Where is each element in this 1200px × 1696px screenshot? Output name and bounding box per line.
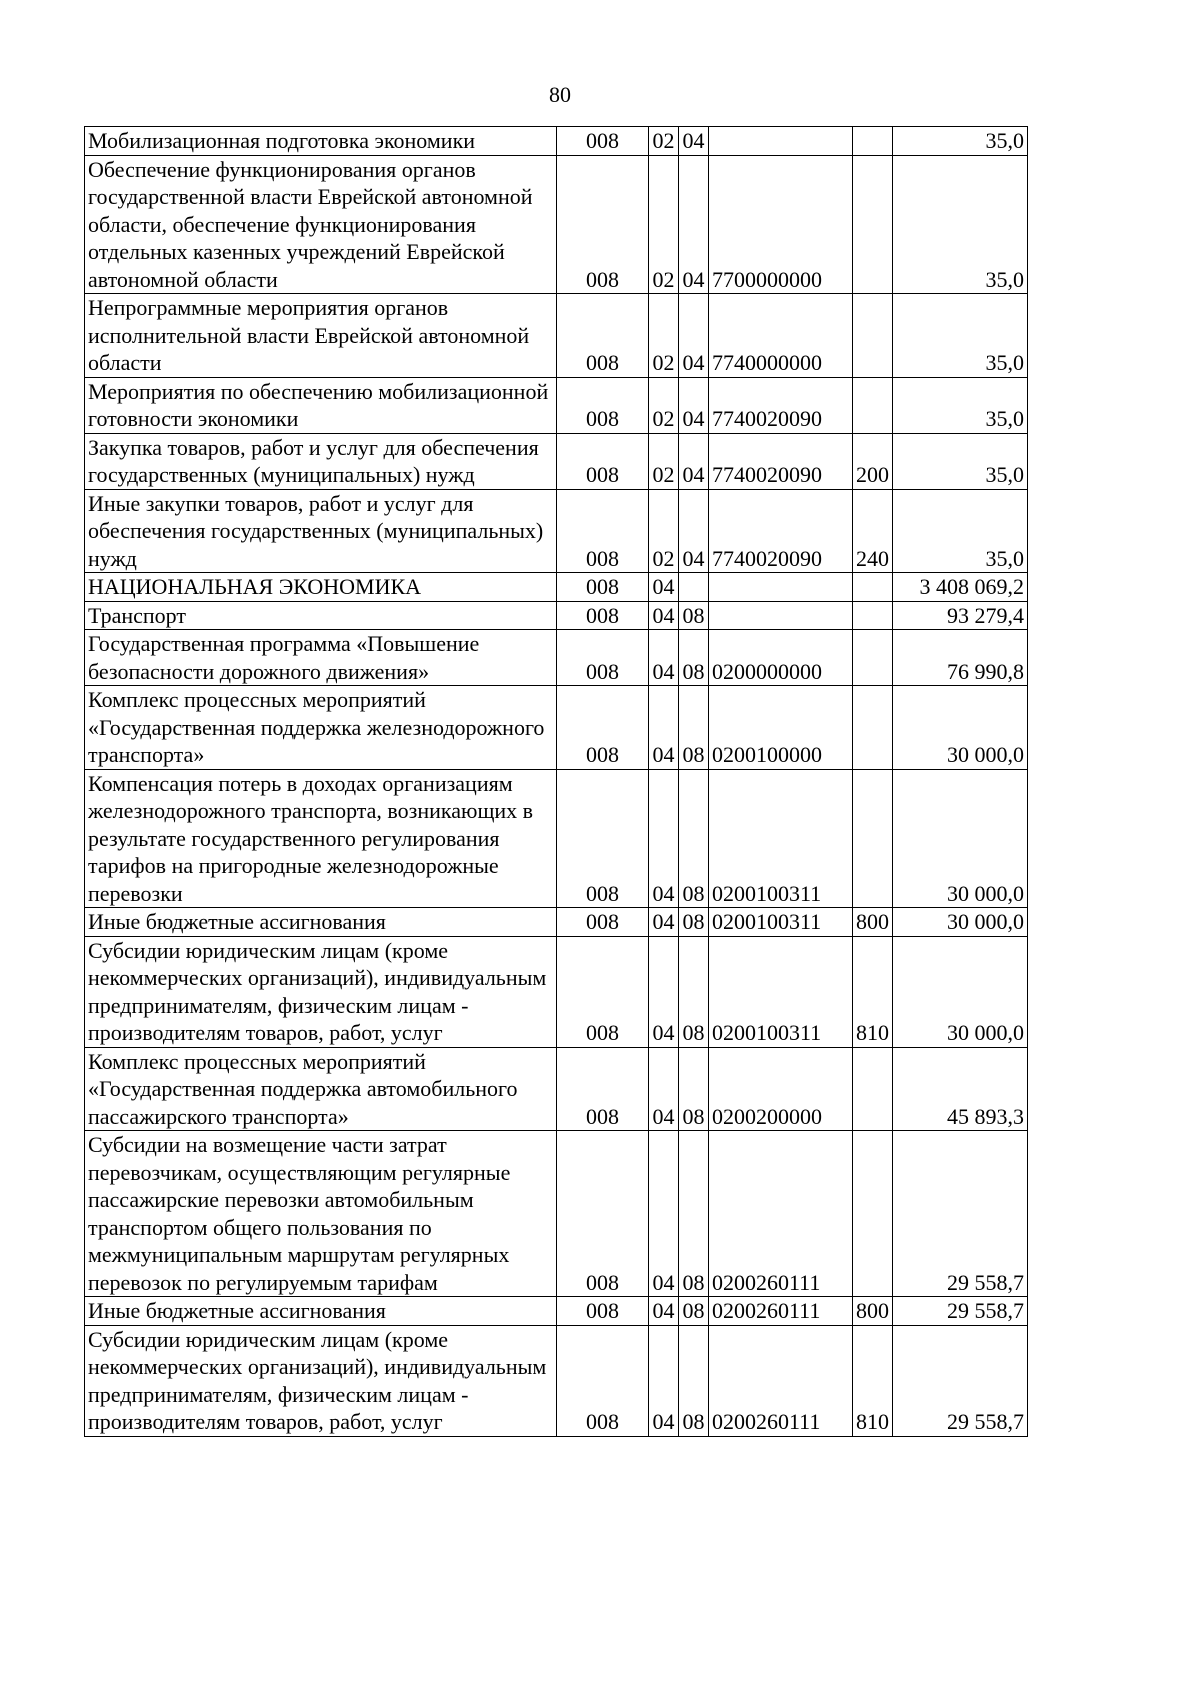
row-department-code: 008 (557, 630, 649, 686)
row-department-code: 008 (557, 686, 649, 770)
row-department-code: 008 (557, 769, 649, 908)
row-section-code: 02 (649, 489, 679, 573)
row-name: Непрограммные мероприятия органов исполнительной власти Еврейской автономной области (85, 294, 557, 378)
row-subsection-code: 08 (679, 601, 709, 630)
table-row (85, 908, 1028, 937)
row-section-code: 04 (649, 908, 679, 937)
row-name: Иные бюджетные ассигнования (85, 1297, 557, 1326)
row-name: Комплекс процессных мероприятий «Государственная поддержка железнодорожного транспорта» (85, 686, 557, 770)
row-department-code: 008 (557, 1047, 649, 1131)
row-target-article: 7740020090 (709, 489, 853, 573)
row-expense-type (853, 769, 893, 908)
row-department-code: 008 (557, 1297, 649, 1326)
row-department-code: 008 (557, 377, 649, 433)
row-section-code: 04 (649, 1297, 679, 1326)
row-target-article: 0200100311 (709, 769, 853, 908)
row-amount: 35,0 (893, 294, 1028, 378)
row-name: Субсидии юридическим лицам (кроме некоммерческих организаций), индивидуальным предпринимателям, физическим лицам - производителям товаров, работ, услуг (85, 936, 557, 1047)
row-department-code: 008 (557, 936, 649, 1047)
row-name: Мероприятия по обеспечению мобилизационной готовности экономики (85, 377, 557, 433)
row-expense-type: 800 (853, 1297, 893, 1326)
table-row (85, 1047, 1028, 1131)
row-section-code: 04 (649, 1131, 679, 1297)
row-department-code: 008 (557, 127, 649, 156)
row-expense-type (853, 155, 893, 294)
table-row (85, 1325, 1028, 1436)
row-name: Субсидии на возмещение части затрат перевозчикам, осуществляющим регулярные пассажирские перевозки автомобильным транспортом общего пользования по межмуниципальным маршрутам регулярных перевозок по регулируемым тарифам (85, 1131, 557, 1297)
row-target-article: 0200000000 (709, 630, 853, 686)
row-amount: 30 000,0 (893, 769, 1028, 908)
row-department-code: 008 (557, 489, 649, 573)
row-name: Обеспечение функционирования органов государственной власти Еврейской автономной области, обеспечение функционирования отдельных казенных учреждений Еврейской автономной области (85, 155, 557, 294)
row-expense-type: 810 (853, 936, 893, 1047)
row-name: НАЦИОНАЛЬНАЯ ЭКОНОМИКА (85, 573, 557, 602)
row-section-code: 04 (649, 769, 679, 908)
row-section-code: 02 (649, 294, 679, 378)
row-expense-type (853, 573, 893, 602)
row-expense-type: 200 (853, 433, 893, 489)
row-target-article: 7740020090 (709, 433, 853, 489)
budget-table (84, 126, 1028, 1437)
row-amount: 45 893,3 (893, 1047, 1028, 1131)
table-row (85, 127, 1028, 156)
row-expense-type (853, 630, 893, 686)
row-section-code: 02 (649, 127, 679, 156)
row-target-article: 0200260111 (709, 1131, 853, 1297)
row-department-code: 008 (557, 1131, 649, 1297)
row-department-code: 008 (557, 433, 649, 489)
table-row (85, 1131, 1028, 1297)
row-subsection-code (679, 573, 709, 602)
row-target-article: 7700000000 (709, 155, 853, 294)
row-name: Субсидии юридическим лицам (кроме некоммерческих организаций), индивидуальным предпринимателям, физическим лицам - производителям товаров, работ, услуг (85, 1325, 557, 1436)
row-amount: 29 558,7 (893, 1297, 1028, 1326)
row-section-code: 02 (649, 377, 679, 433)
row-amount: 35,0 (893, 433, 1028, 489)
row-expense-type (853, 1047, 893, 1131)
row-name: Государственная программа «Повышение безопасности дорожного движения» (85, 630, 557, 686)
row-subsection-code: 08 (679, 769, 709, 908)
table-row (85, 433, 1028, 489)
row-department-code: 008 (557, 294, 649, 378)
row-amount: 30 000,0 (893, 686, 1028, 770)
page-number: 80 (549, 82, 571, 107)
row-name: Иные бюджетные ассигнования (85, 908, 557, 937)
row-expense-type: 810 (853, 1325, 893, 1436)
row-amount: 29 558,7 (893, 1131, 1028, 1297)
row-expense-type: 240 (853, 489, 893, 573)
row-name: Компенсация потерь в доходах организациям железнодорожного транспорта, возникающих в результате государственного регулирования тарифов на пригородные железнодорожные перевозки (85, 769, 557, 908)
row-target-article: 0200100311 (709, 936, 853, 1047)
row-name: Комплекс процессных мероприятий «Государственная поддержка автомобильного пассажирского транспорта» (85, 1047, 557, 1131)
row-amount: 35,0 (893, 489, 1028, 573)
row-target-article: 7740020090 (709, 377, 853, 433)
table-row (85, 630, 1028, 686)
table-row (85, 573, 1028, 602)
row-amount: 3 408 069,2 (893, 573, 1028, 602)
row-subsection-code: 04 (679, 489, 709, 573)
row-expense-type (853, 294, 893, 378)
row-section-code: 04 (649, 630, 679, 686)
row-subsection-code: 08 (679, 1131, 709, 1297)
row-department-code: 008 (557, 573, 649, 602)
row-amount: 29 558,7 (893, 1325, 1028, 1436)
row-section-code: 04 (649, 601, 679, 630)
row-section-code: 04 (649, 936, 679, 1047)
row-expense-type (853, 377, 893, 433)
row-subsection-code: 04 (679, 294, 709, 378)
row-target-article (709, 573, 853, 602)
row-subsection-code: 04 (679, 127, 709, 156)
row-expense-type (853, 127, 893, 156)
row-target-article: 0200100000 (709, 686, 853, 770)
row-department-code: 008 (557, 601, 649, 630)
row-target-article: 0200260111 (709, 1297, 853, 1326)
row-section-code: 04 (649, 1325, 679, 1436)
row-subsection-code: 08 (679, 908, 709, 937)
row-subsection-code: 08 (679, 686, 709, 770)
row-subsection-code: 08 (679, 1325, 709, 1436)
row-amount: 35,0 (893, 155, 1028, 294)
row-target-article: 0200100311 (709, 908, 853, 937)
row-target-article (709, 127, 853, 156)
row-section-code: 04 (649, 1047, 679, 1131)
row-section-code: 04 (649, 686, 679, 770)
row-target-article (709, 601, 853, 630)
row-name: Мобилизационная подготовка экономики (85, 127, 557, 156)
row-department-code: 008 (557, 155, 649, 294)
row-subsection-code: 04 (679, 377, 709, 433)
row-subsection-code: 08 (679, 1047, 709, 1131)
table-row (85, 1297, 1028, 1326)
row-department-code: 008 (557, 908, 649, 937)
row-amount: 76 990,8 (893, 630, 1028, 686)
row-name: Закупка товаров, работ и услуг для обеспечения государственных (муниципальных) нужд (85, 433, 557, 489)
table-row (85, 936, 1028, 1047)
row-subsection-code: 04 (679, 155, 709, 294)
table-row (85, 601, 1028, 630)
row-expense-type (853, 1131, 893, 1297)
row-amount: 30 000,0 (893, 908, 1028, 937)
row-name: Иные закупки товаров, работ и услуг для обеспечения государственных (муниципальных) нужд (85, 489, 557, 573)
table-row (85, 294, 1028, 378)
row-subsection-code: 08 (679, 630, 709, 686)
row-subsection-code: 04 (679, 433, 709, 489)
table-row (85, 686, 1028, 770)
row-section-code: 04 (649, 573, 679, 602)
row-target-article: 0200260111 (709, 1325, 853, 1436)
row-target-article: 7740000000 (709, 294, 853, 378)
table-row (85, 769, 1028, 908)
row-subsection-code: 08 (679, 936, 709, 1047)
row-amount: 30 000,0 (893, 936, 1028, 1047)
row-department-code: 008 (557, 1325, 649, 1436)
table-row (85, 377, 1028, 433)
row-section-code: 02 (649, 155, 679, 294)
row-amount: 35,0 (893, 127, 1028, 156)
row-section-code: 02 (649, 433, 679, 489)
row-expense-type (853, 686, 893, 770)
row-amount: 35,0 (893, 377, 1028, 433)
row-target-article: 0200200000 (709, 1047, 853, 1131)
row-amount: 93 279,4 (893, 601, 1028, 630)
table-row (85, 489, 1028, 573)
table-row (85, 155, 1028, 294)
row-expense-type (853, 601, 893, 630)
row-name: Транспорт (85, 601, 557, 630)
row-subsection-code: 08 (679, 1297, 709, 1326)
row-expense-type: 800 (853, 908, 893, 937)
